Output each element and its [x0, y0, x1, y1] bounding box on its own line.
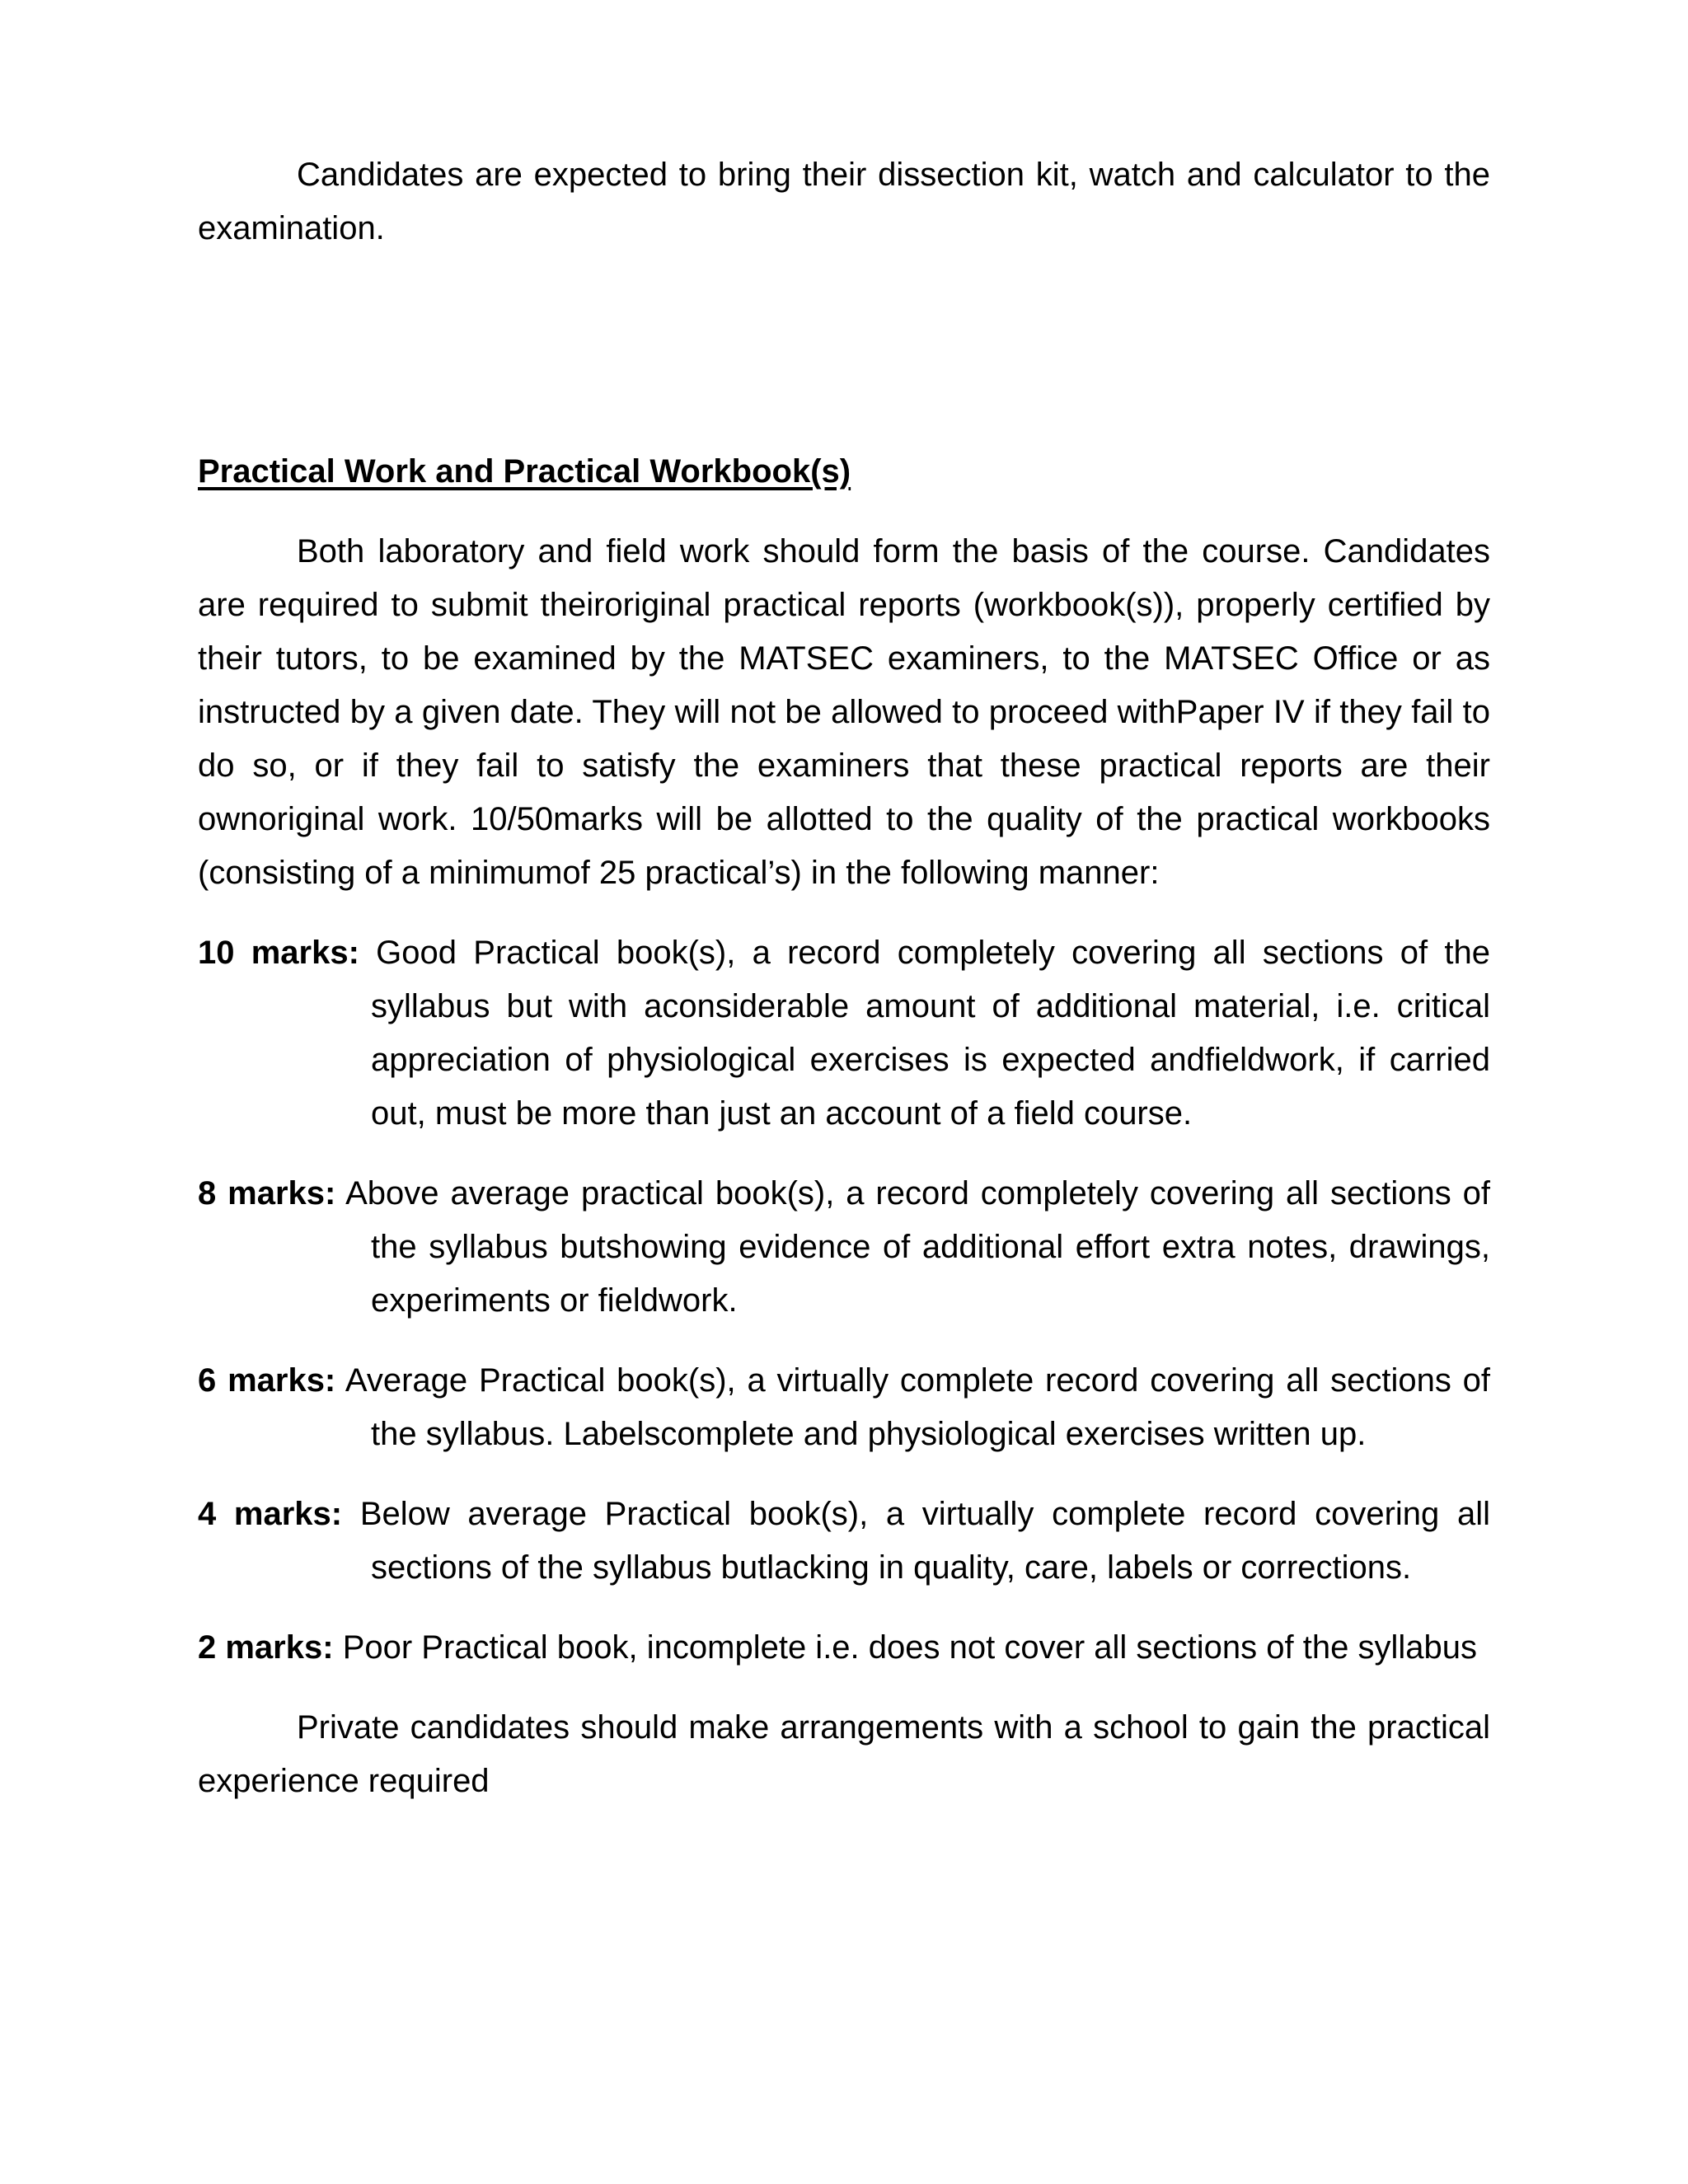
- marks-item-8: [198, 1167, 1490, 1328]
- marks-description: Average Practical book(s), a virtually complete record covering all sections of the syllabus. Labelscomplete and physiological exercises written up.: [345, 1362, 1490, 1452]
- marks-item-2: [198, 1621, 1490, 1675]
- section-heading: Practical Work and Practical Workbook(s): [198, 453, 851, 490]
- marks-item-6: [198, 1354, 1490, 1461]
- marks-description: Above average practical book(s), a record completely covering all sections of the syllabus butshowing evidence of additional effort extra notes, drawings, experiments or fieldwork.: [345, 1175, 1490, 1319]
- marks-item-10: [198, 926, 1490, 1141]
- marks-label: 4 marks:: [198, 1496, 343, 1532]
- document-page: [198, 148, 1490, 1808]
- marks-label: 2 marks:: [198, 1629, 334, 1666]
- marks-label: 10 marks:: [198, 935, 359, 971]
- marks-label: 8 marks:: [198, 1175, 336, 1212]
- marks-item-4: [198, 1488, 1490, 1595]
- marks-description: Below average Practical book(s), a virtually complete record covering all sections of the syllabus butlacking in quality, care, labels or corrections.: [359, 1496, 1490, 1586]
- marks-label: 6 marks:: [198, 1362, 336, 1399]
- section-paragraph: Both laboratory and field work should form the basis of the course. Candidates are required to submit theiroriginal practical reports (workbook(s)), properly certified by their tutors, to be examined by the MATSEC examiners, to the MATSEC Office or as instructed by a given date. They will not be allowed to proceed withPaper IV if they fail to do so, or if they fail to satisfy the examiners that these practical reports are their ownoriginal work. 10/50marks will be allotted to the quality of the practical workbooks (consisting of a minimumof 25 practical’s) in the following manner:: [198, 533, 1490, 891]
- closing-paragraph: Private candidates should make arrangements with a school to gain the practical experience required: [198, 1709, 1490, 1799]
- marks-description: Good Practical book(s), a record completely covering all sections of the syllabus but with aconsiderable amount of additional material, i.e. critical appreciation of physiological exercises is expected andfieldwork, if carried out, must be more than just an account of a field course.: [371, 935, 1490, 1132]
- marks-description: Poor Practical book, incomplete i.e. does not cover all sections of the syllabus: [342, 1629, 1477, 1666]
- intro-paragraph: Candidates are expected to bring their dissection kit, watch and calculator to the examination.: [198, 157, 1490, 246]
